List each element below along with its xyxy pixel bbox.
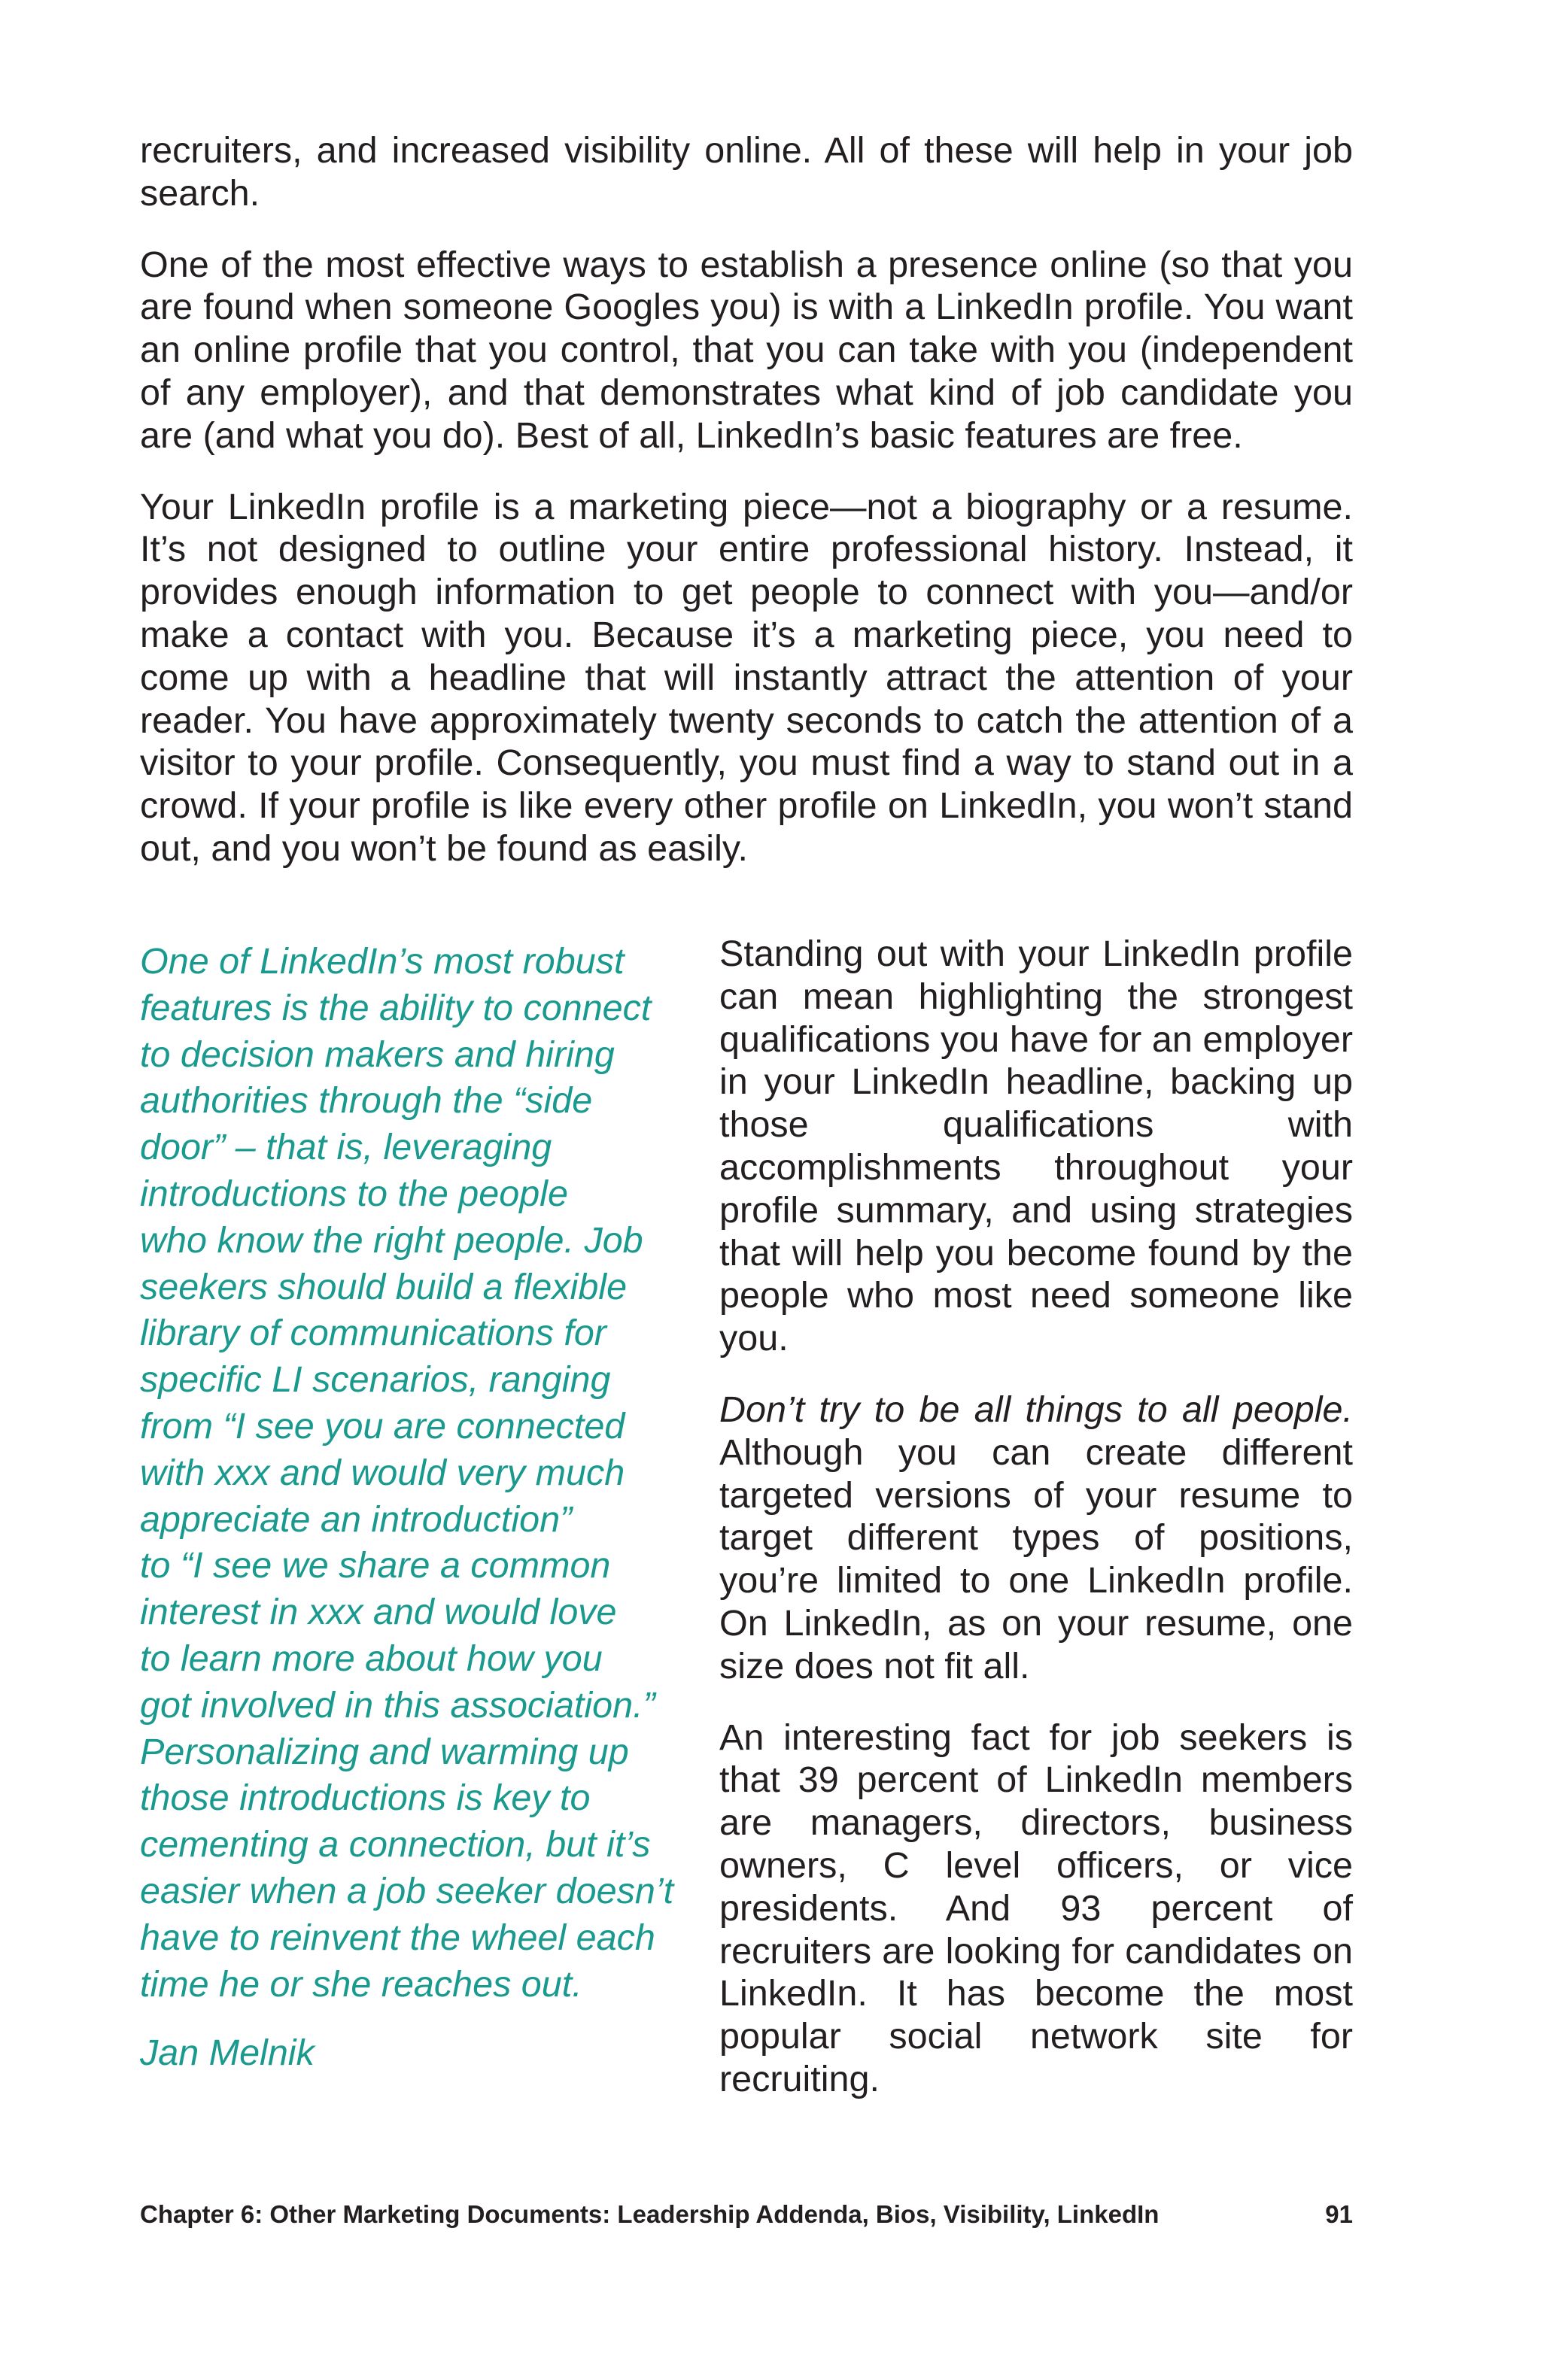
right-paragraph-3: An interesting fact for job seekers is that 39 percent of LinkedIn members are managers, directors, business owners, C level officers, or vice presidents. And 93 percent of recruiters are looking for candidates on LinkedIn. It has become the most popular social network site for recruiting. bbox=[719, 1717, 1353, 2099]
body-paragraph-1: recruiters, and increased visibility online. All of these will help in your job search. bbox=[140, 130, 1353, 214]
right-paragraph-2 bbox=[719, 1389, 1353, 1688]
pull-quote-text: One of LinkedIn’s most robust features is the ability to connect to decision makers and hiring authorities through the “side door” – that is, leveraging introductions to the people who know the right people. Job seekers should build a flexible library of communications for specific LI scenarios, ranging from “I see you are connected with xxx and would very much appreciate an introduction” to “I see we share a common interest in xxx and would love to learn more about how you got involved in this association.” Personalizing and warming up those introductions is key to cementing a connection, but it’s easier when a job seeker doesn’t have to reinvent the wheel each time he or she reaches out. bbox=[140, 941, 674, 2005]
body-paragraph-2: One of the most effective ways to establish a presence online (so that you are found when someone Googles you) is with a LinkedIn profile. You want an online profile that you control, that you can take with you (independent of any employer), and that demonstrates what kind of job candidate you are (and what you do). Best of all, LinkedIn’s basic features are free. bbox=[140, 244, 1353, 456]
pull-quote bbox=[140, 939, 697, 2077]
body-text-right-column bbox=[719, 933, 1353, 2130]
footer-chapter-title: Chapter 6: Other Marketing Documents: Leadership Addenda, Bios, Visibility, LinkedIn bbox=[140, 2200, 1160, 2228]
pull-quote-attribution: Jan Melnik bbox=[140, 2032, 315, 2074]
footer-page-number: 91 bbox=[1325, 2200, 1353, 2228]
body-paragraph-3: Your LinkedIn profile is a marketing piece—not a biography or a resume. It’s not designed to outline your entire professional history. Instead, it provides enough information to get people to connect with you—and/or make a contact with you. Because it’s a marketing piece, you need to come up with a headline that will instantly attract the attention of your reader. You have approximately twenty seconds to catch the attention of a visitor to your profile. Consequently, you must find a way to stand out in a crowd. If your profile is like every other profile on LinkedIn, you won’t stand out, and you won’t be found as easily. bbox=[140, 486, 1353, 869]
right-paragraph-2-italic-lead: Don’t try to be all things to all people. bbox=[719, 1389, 1353, 1430]
right-paragraph-2-rest: Although you can create different targeted versions of your resume to target different types of positions, you’re limited to one LinkedIn profile. On LinkedIn, as on your resume, one size does not fit all. bbox=[719, 1431, 1353, 1686]
right-paragraph-1: Standing out with your LinkedIn profile can mean highlighting the strongest qualifications you have for an employer in your LinkedIn headline, backing up those qualifications with accomplishments throughout your profile summary, and using strategies that will help you become found by the people who most need someone like you. bbox=[719, 933, 1353, 1359]
body-text-full-width bbox=[140, 129, 1353, 899]
